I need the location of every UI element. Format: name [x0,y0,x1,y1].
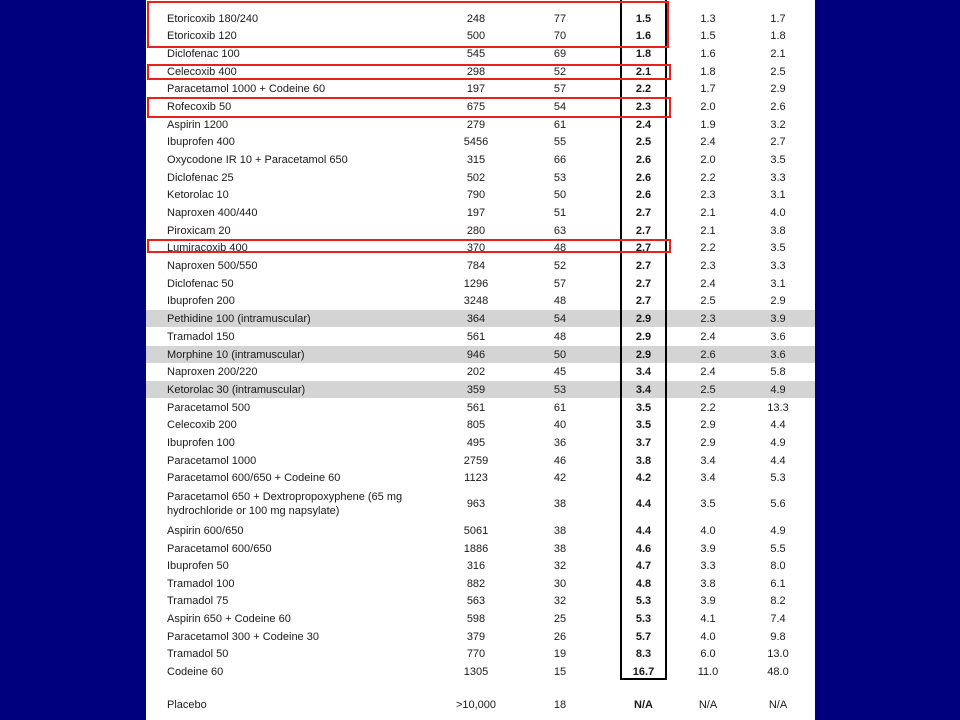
table-row [146,416,815,433]
table-row [146,540,815,557]
drug-name: Etoricoxib 180/240 [167,12,259,25]
ci-lower: 1.9 [700,118,716,131]
ci-lower: 2.1 [700,206,716,219]
patient-count: 598 [466,612,486,625]
ci-lower: 4.0 [700,630,716,643]
table-row [146,292,815,309]
drug-name: Rofecoxib 50 [167,100,232,113]
patient-count: 315 [466,153,486,166]
ci-upper: 5.5 [770,542,786,555]
drug-name: Paracetamol 1000 + Codeine 60 [167,82,326,95]
drug-name: Ibuprofen 100 [167,436,235,449]
drug-name: Tramadol 50 [167,647,229,660]
patient-count: 1296 [463,277,489,290]
ci-upper: 2.9 [770,82,786,95]
nnt-value: 16.7 [632,665,655,678]
ci-upper: 3.1 [770,188,786,201]
patient-count: 5061 [463,524,489,537]
nnt-value: 3.5 [635,418,652,431]
nnt-value: 2.1 [635,65,652,78]
nnt-value: 3.4 [635,365,652,378]
drug-name: Naproxen 200/220 [167,365,258,378]
ci-lower: 2.5 [700,294,716,307]
percent-with-relief: 50 [553,348,567,361]
table-row [146,10,815,27]
patient-count: 197 [466,206,486,219]
table-row [146,469,815,486]
drug-name: Ibuprofen 400 [167,135,235,148]
ci-lower: 3.4 [700,454,716,467]
table-row [146,98,815,115]
ci-lower: 3.8 [700,577,716,590]
ci-upper: 3.8 [770,224,786,237]
ci-upper: 4.9 [770,383,786,396]
percent-with-relief: 57 [553,82,567,95]
nnt-value: 5.7 [635,630,652,643]
nnt-value: 4.6 [635,542,652,555]
percent-with-relief: 46 [553,454,567,467]
drug-name: Paracetamol 1000 [167,454,257,467]
percent-with-relief: 54 [553,312,567,325]
percent-with-relief: 18 [553,698,567,711]
ci-upper: 4.9 [770,524,786,537]
drug-name: Morphine 10 (intramuscular) [167,348,305,361]
ci-lower: 2.2 [700,241,716,254]
nnt-value: 1.8 [635,47,652,60]
ci-lower: 1.8 [700,65,716,78]
table-row [146,696,815,713]
percent-with-relief: 63 [553,224,567,237]
ci-lower: 3.5 [700,498,716,510]
table-row [146,186,815,203]
percent-with-relief: 36 [553,436,567,449]
patient-count: 5456 [463,135,489,148]
ci-lower: 1.7 [700,82,716,95]
table-row [146,557,815,574]
drug-name: Lumiracoxib 400 [167,241,248,254]
percent-with-relief: 32 [553,559,567,572]
drug-name: Ibuprofen 50 [167,559,229,572]
patient-count: 675 [466,100,486,113]
percent-with-relief: 57 [553,277,567,290]
ci-upper: 2.6 [770,100,786,113]
nnt-value: 2.5 [635,135,652,148]
ci-upper: 13.3 [767,401,789,414]
ci-upper: N/A [768,698,788,711]
ci-upper: 3.6 [770,348,786,361]
percent-with-relief: 30 [553,577,567,590]
percent-with-relief: 45 [553,365,567,378]
drug-name: Aspirin 600/650 [167,524,244,537]
percent-with-relief: 38 [553,524,567,537]
table-row [146,63,815,80]
ci-upper: 48.0 [767,665,789,678]
drug-name: Oxycodone IR 10 + Paracetamol 650 [167,153,348,166]
drug-name: Aspirin 1200 [167,118,229,131]
ci-upper: 4.4 [770,418,786,431]
ci-lower: 1.5 [700,29,716,42]
nnt-value: 3.5 [635,401,652,414]
ci-upper: 4.9 [770,436,786,449]
patient-count: 280 [466,224,486,237]
nnt-value: 4.7 [635,559,652,572]
patient-count: 202 [466,365,486,378]
nnt-value: 3.7 [635,436,652,449]
table-row [146,346,815,363]
nnt-value: 3.4 [635,383,652,396]
table-row [146,116,815,133]
patient-count: 379 [466,630,486,643]
percent-with-relief: 77 [553,12,567,25]
table-row [146,133,815,150]
drug-name: Aspirin 650 + Codeine 60 [167,612,291,625]
patient-count: 1123 [464,471,488,484]
table-row [146,27,815,44]
table-row [146,452,815,469]
patient-count: 2759 [463,454,489,467]
ci-lower: 3.4 [700,471,716,484]
patient-count: 3248 [463,294,489,307]
percent-with-relief: 53 [553,171,567,184]
ci-lower: N/A [698,698,718,711]
ci-upper: 5.6 [770,498,786,510]
patient-count: 882 [466,577,486,590]
ci-lower: 3.9 [700,542,716,555]
percent-with-relief: 42 [553,471,567,484]
drug-name: Celecoxib 200 [167,418,237,431]
table-row [146,239,815,256]
table-row [146,45,815,62]
nnt-value: 2.3 [635,100,652,113]
table-row [146,222,815,239]
drug-name: Ibuprofen 200 [167,294,235,307]
percent-with-relief: 38 [553,498,567,510]
ci-lower: 1.6 [700,47,716,60]
percent-with-relief: 70 [553,29,567,42]
ci-upper: 2.9 [770,294,786,307]
drug-name: Tramadol 75 [167,594,229,607]
nnt-value: 2.4 [635,118,652,131]
drug-name: Paracetamol 300 + Codeine 30 [167,630,319,643]
nnt-value: 3.8 [635,454,652,467]
ci-lower: 2.2 [700,171,716,184]
patient-count: 197 [466,82,486,95]
table-row [146,310,815,327]
percent-with-relief: 48 [553,330,567,343]
patient-count: 316 [466,559,486,572]
percent-with-relief: 51 [553,206,567,219]
patient-count: 946 [466,348,486,361]
nnt-value: 1.6 [635,29,652,42]
percent-with-relief: 61 [553,401,567,414]
nnt-value: 4.4 [635,524,652,537]
ci-upper: 4.4 [770,454,786,467]
table-row [146,663,815,680]
table-row [146,257,815,274]
ci-upper: 3.3 [770,171,786,184]
analgesic-league-table [146,0,815,720]
ci-upper: 3.2 [770,118,786,131]
patient-count: >10,000 [455,698,497,711]
drug-name: Diclofenac 25 [167,171,234,184]
ci-lower: 2.4 [700,365,716,378]
percent-with-relief: 32 [553,594,567,607]
drug-name: Placebo [167,698,207,711]
percent-with-relief: 40 [553,418,567,431]
ci-lower: 2.3 [700,259,716,272]
patient-count: 805 [466,418,486,431]
patient-count: 561 [466,330,486,343]
patient-count: 790 [466,188,486,201]
table-row [146,592,815,609]
percent-with-relief: 52 [553,65,567,78]
ci-lower: 2.4 [700,330,716,343]
nnt-value: 2.7 [635,294,652,307]
ci-upper: 7.4 [770,612,786,625]
table-row [146,80,815,97]
patient-count: 770 [466,647,486,660]
drug-name: Naproxen 400/440 [167,206,258,219]
table-row [146,575,815,592]
nnt-value: 4.2 [635,471,652,484]
percent-with-relief: 52 [553,259,567,272]
drug-name: Paracetamol 650 + Dextropropoxyphene (65 mg hydrochloride or 100 mg napsylate) [167,491,403,517]
drug-name: Diclofenac 100 [167,47,240,60]
patient-count: 359 [466,383,486,396]
nnt-value: 2.7 [635,206,652,219]
table-row [146,434,815,451]
nnt-value: 2.2 [635,82,652,95]
ci-upper: 5.3 [770,471,786,484]
percent-with-relief: 66 [553,153,567,166]
percent-with-relief: 61 [553,118,567,131]
nnt-value: 2.7 [635,224,652,237]
ci-upper: 2.1 [770,47,786,60]
percent-with-relief: 38 [553,542,567,555]
nnt-value: 2.7 [635,241,652,254]
percent-with-relief: 54 [553,100,567,113]
nnt-value: N/A [634,698,653,711]
ci-upper: 1.8 [770,29,786,42]
ci-upper: 8.2 [770,594,786,607]
ci-upper: 6.1 [770,577,786,590]
patient-count: 963 [466,498,486,510]
ci-lower: 1.3 [700,12,716,25]
table-row [146,169,815,186]
nnt-value: 2.9 [635,348,652,361]
ci-lower: 3.3 [700,559,716,572]
patient-count: 1305 [463,665,489,678]
ci-lower: 2.1 [700,224,716,237]
patient-count: 298 [466,65,486,78]
ci-lower: 11.0 [697,665,719,678]
nnt-value: 4.4 [635,498,652,510]
table-row [146,522,815,539]
percent-with-relief: 26 [553,630,567,643]
nnt-value: 2.7 [635,259,652,272]
ci-upper: 3.1 [770,277,786,290]
drug-name: Naproxen 500/550 [167,259,258,272]
drug-name: Paracetamol 500 [167,401,251,414]
drug-name: Tramadol 100 [167,577,235,590]
percent-with-relief: 48 [553,294,567,307]
table-row [146,628,815,645]
ci-upper: 8.0 [770,559,786,572]
ci-upper: 3.9 [770,312,786,325]
ci-lower: 2.5 [700,383,716,396]
ci-lower: 2.0 [700,153,716,166]
nnt-value: 2.6 [635,153,652,166]
drug-name: Celecoxib 400 [167,65,237,78]
percent-with-relief: 55 [553,135,567,148]
ci-upper: 1.7 [770,12,786,25]
table-row [146,275,815,292]
ci-lower: 2.6 [700,348,716,361]
table-row [146,487,815,521]
ci-upper: 4.0 [770,206,786,219]
patient-count: 784 [466,259,486,272]
nnt-value: 2.6 [635,171,652,184]
ci-upper: 2.7 [770,135,786,148]
percent-with-relief: 25 [553,612,567,625]
drug-name: Piroxicam 20 [167,224,231,237]
patient-count: 364 [466,312,486,325]
table-row [146,204,815,221]
table-row [146,399,815,416]
percent-with-relief: 48 [553,241,567,254]
nnt-value: 2.7 [635,277,652,290]
ci-lower: 4.1 [700,612,716,625]
table-row [146,610,815,627]
ci-lower: 2.9 [700,436,716,449]
drug-name: Ketorolac 10 [167,188,229,201]
ci-upper: 5.8 [770,365,786,378]
ci-upper: 13.0 [767,647,789,660]
drug-name: Ketorolac 30 (intramuscular) [167,383,306,396]
nnt-value: 4.8 [635,577,652,590]
patient-count: 500 [466,29,486,42]
percent-with-relief: 50 [553,188,567,201]
ci-lower: 2.9 [700,418,716,431]
ci-upper: 3.5 [770,241,786,254]
nnt-value: 1.5 [635,12,652,25]
drug-name: Etoricoxib 120 [167,29,237,42]
drug-name: Tramadol 150 [167,330,235,343]
ci-lower: 2.0 [700,100,716,113]
ci-lower: 4.0 [700,524,716,537]
percent-with-relief: 69 [553,47,567,60]
patient-count: 1886 [463,542,489,555]
ci-upper: 2.5 [770,65,786,78]
nnt-value: 5.3 [635,612,652,625]
patient-count: 502 [466,171,486,184]
patient-count: 279 [466,118,486,131]
drug-name: Codeine 60 [167,665,224,678]
nnt-value: 2.9 [635,312,652,325]
ci-lower: 2.4 [700,135,716,148]
table-row [146,381,815,398]
percent-with-relief: 19 [553,647,567,660]
table-row [146,328,815,345]
ci-lower: 2.3 [700,188,716,201]
patient-count: 545 [466,47,486,60]
table-row [146,645,815,662]
ci-upper: 3.6 [770,330,786,343]
nnt-value: 2.9 [635,330,652,343]
patient-count: 495 [466,436,486,449]
drug-name: Diclofenac 50 [167,277,234,290]
ci-upper: 3.3 [770,259,786,272]
patient-count: 370 [466,241,486,254]
ci-lower: 2.2 [700,401,716,414]
percent-with-relief: 53 [553,383,567,396]
ci-upper: 9.8 [770,630,786,643]
drug-name: Pethidine 100 (intramuscular) [167,312,311,325]
patient-count: 561 [466,401,486,414]
nnt-value: 2.6 [635,188,652,201]
percent-with-relief: 15 [553,665,567,678]
ci-lower: 2.4 [700,277,716,290]
ci-lower: 6.0 [700,647,716,660]
ci-upper: 3.5 [770,153,786,166]
table-row [146,363,815,380]
nnt-value: 5.3 [635,594,652,607]
document-sheet [146,0,815,720]
patient-count: 248 [466,12,486,25]
patient-count: 563 [466,594,486,607]
nnt-value: 8.3 [635,647,652,660]
table-row [146,151,815,168]
ci-lower: 3.9 [700,594,716,607]
drug-name: Paracetamol 600/650 + Codeine 60 [167,471,341,484]
drug-name: Paracetamol 600/650 [167,542,272,555]
ci-lower: 2.3 [700,312,716,325]
